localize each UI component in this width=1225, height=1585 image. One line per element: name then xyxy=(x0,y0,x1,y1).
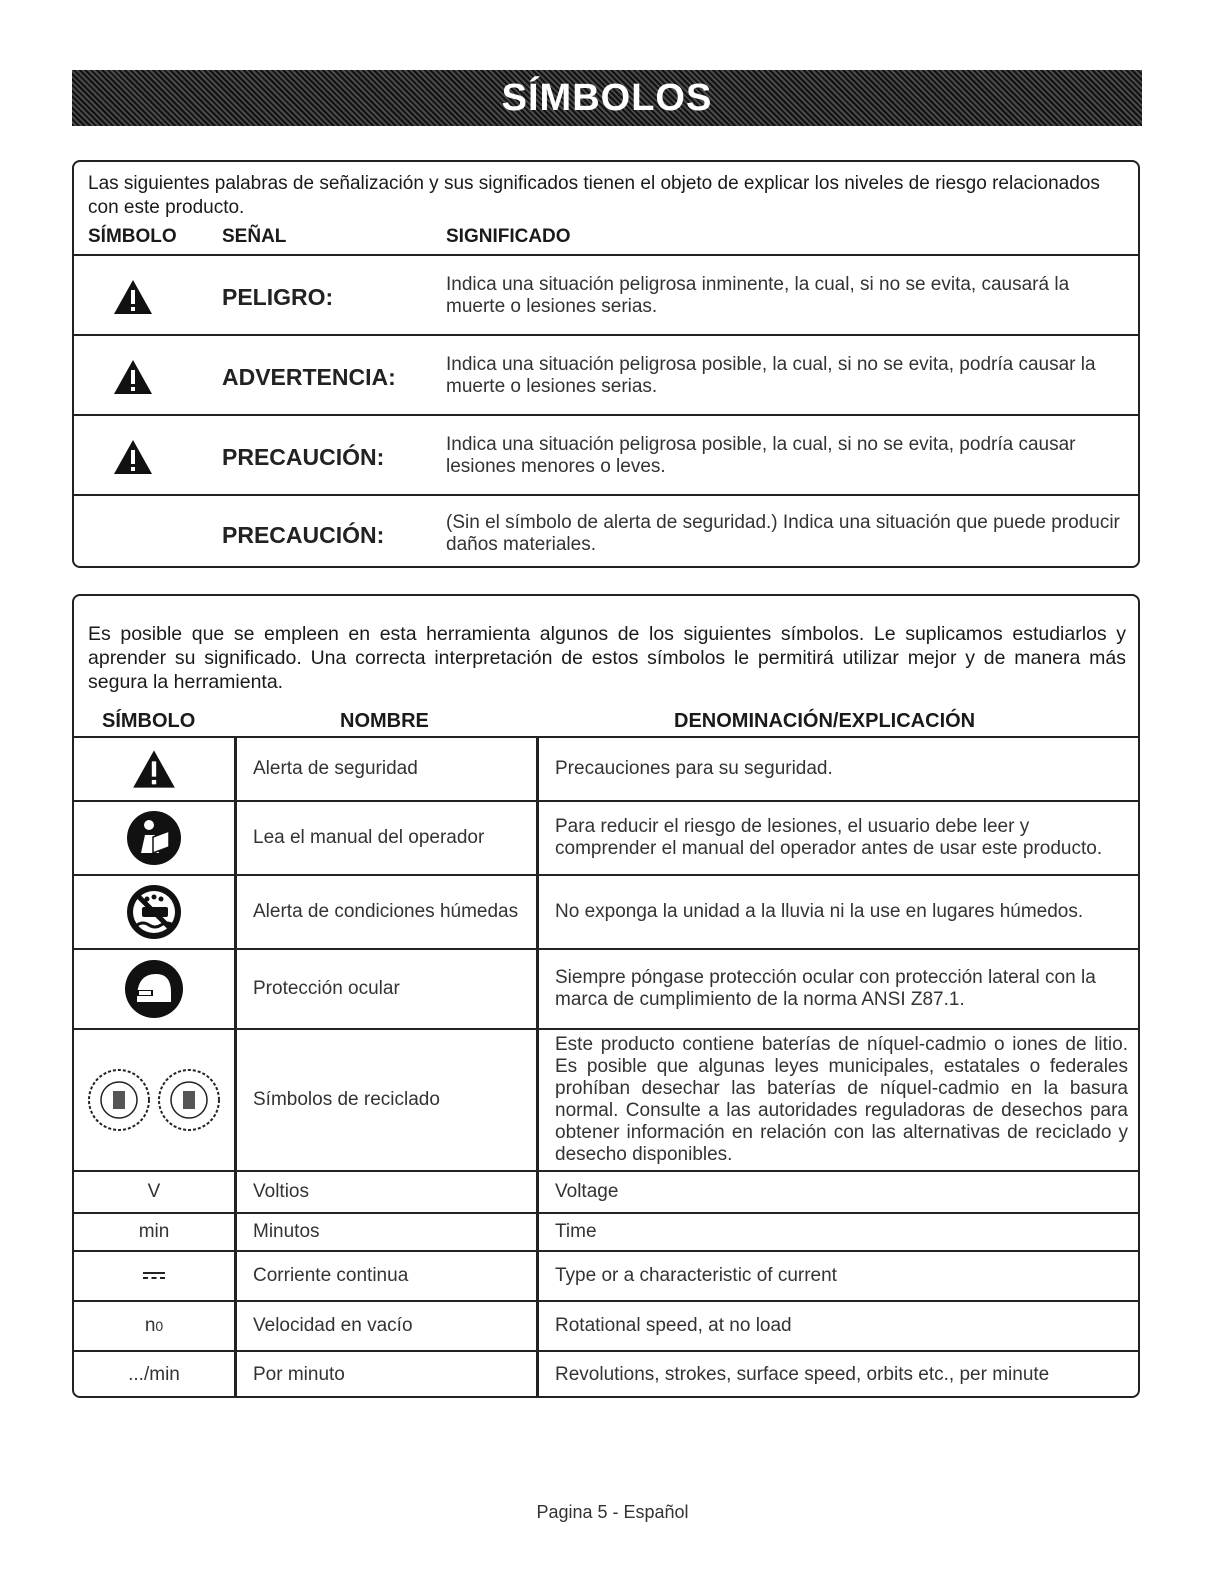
symbol-explanation: No exponga la unidad a la lluvia ni la use en lugares húmedos. xyxy=(536,876,1138,948)
table-row xyxy=(74,948,1138,1028)
signal-meaning: (Sin el símbolo de alerta de seguridad.) Indica una situación que puede producir daños materiales. xyxy=(446,512,1120,555)
eye-protection-icon xyxy=(123,958,185,1020)
page-footer: Pagina 5 - Español xyxy=(536,1502,689,1522)
table-row xyxy=(74,1212,1138,1250)
signal-meaning: Indica una situación peligrosa inminente, la cual, si no se evita, causará la muerte o lesiones serias. xyxy=(446,274,1070,317)
symbol-explanation: Para reducir el riesgo de lesiones, el usuario debe leer y comprender el manual del operador antes de usar este producto. xyxy=(536,802,1138,874)
symbol-explanation: Este producto contiene baterías de níquel-cadmio o iones de litio. Es posible que algunas leyes municipales, estatales o federales prohíban desechar las baterías de níquel-cadmio en la basura normal. Consulte a las autoridades reguladoras de desechos para obtener información en relación con las alternativas de reciclado y desecho disponibles. xyxy=(536,1030,1138,1170)
signal-row-warning xyxy=(74,334,1138,414)
warning-triangle-icon xyxy=(112,438,154,476)
symbol-text: V xyxy=(147,1181,161,1202)
safety-alert-icon xyxy=(131,748,177,790)
header-meaning: SIGNIFICADO xyxy=(446,226,571,247)
symbol-explanation: Voltage xyxy=(536,1172,1138,1212)
table-row xyxy=(74,800,1138,874)
symbol-explanation: Time xyxy=(536,1214,1138,1250)
signal-row-caution-no-symbol xyxy=(74,494,1138,568)
symbols-intro: Es posible que se empleen en esta herramienta algunos de los siguientes símbolos. Le suplicamos estudiarlos y aprender su significado. Una correcta interpretación de estos símbolos le permitirá utilizar mejor y de manera más segura la herramienta. xyxy=(88,623,1126,693)
table-row xyxy=(74,1170,1138,1212)
symbol-name: Alerta de seguridad xyxy=(234,738,536,800)
signal-word: PRECAUCIÓN: xyxy=(222,522,385,548)
symbol-text: min xyxy=(138,1221,170,1242)
symbol-name: Minutos xyxy=(234,1214,536,1250)
table-row xyxy=(74,874,1138,948)
signal-word: PELIGRO: xyxy=(222,284,334,310)
symbol-name: Por minuto xyxy=(234,1352,536,1398)
symbol-name: Símbolos de reciclado xyxy=(234,1030,536,1170)
warning-triangle-icon xyxy=(112,358,154,396)
table-row xyxy=(74,1028,1138,1170)
header-symbol: SÍMBOLO xyxy=(102,710,196,732)
symbol-name: Velocidad en vacío xyxy=(234,1302,536,1350)
warning-triangle-icon xyxy=(112,278,154,316)
symbol-text: .../min xyxy=(128,1364,180,1385)
page-title-banner xyxy=(72,70,1142,126)
symbol-name: Voltios xyxy=(234,1172,536,1212)
signal-intro: Las siguientes palabras de señalización y sus significados tienen el objeto de explicar los niveles de riesgo relacionados con este producto. xyxy=(88,173,1100,218)
table-row xyxy=(74,1250,1138,1300)
table-row xyxy=(74,1300,1138,1350)
header-signal: SEÑAL xyxy=(222,226,287,247)
page-title: SÍMBOLOS xyxy=(501,76,713,119)
symbol-explanation: Rotational speed, at no load xyxy=(536,1302,1138,1350)
symbol-name: Lea el manual del operador xyxy=(234,802,536,874)
symbol-text-subscript: 0 xyxy=(155,1318,164,1334)
symbol-explanation: Revolutions, strokes, surface speed, orbits etc., per minute xyxy=(536,1352,1138,1398)
header-symbol: SÍMBOLO xyxy=(88,226,177,247)
symbols-box xyxy=(72,594,1140,1398)
signal-word: ADVERTENCIA: xyxy=(222,364,396,390)
symbol-explanation: Siempre póngase protección ocular con protección lateral con la marca de cumplimiento de la norma ANSI Z87.1. xyxy=(536,950,1138,1028)
signal-row-caution xyxy=(74,414,1138,494)
signal-row-danger xyxy=(74,254,1138,334)
read-manual-icon xyxy=(125,809,183,867)
signal-word: PRECAUCIÓN: xyxy=(222,444,385,470)
direct-current-icon xyxy=(143,1271,165,1281)
wet-conditions-icon xyxy=(125,883,183,941)
symbol-explanation: Type or a characteristic of current xyxy=(536,1252,1138,1300)
table-row xyxy=(74,736,1138,800)
signal-meaning: Indica una situación peligrosa posible, la cual, si no se evita, podría causar lesiones menores o leves. xyxy=(446,434,1076,477)
header-name: NOMBRE xyxy=(340,710,429,732)
symbol-name: Corriente continua xyxy=(234,1252,536,1300)
symbol-text xyxy=(74,1302,234,1350)
symbol-name: Protección ocular xyxy=(234,950,536,1028)
header-explanation: DENOMINACIÓN/EXPLICACIÓN xyxy=(674,710,976,732)
signal-words-box xyxy=(72,160,1140,568)
recycle-seals-icon xyxy=(84,1065,224,1135)
symbol-text-base: n xyxy=(144,1315,156,1336)
symbol-explanation: Precauciones para su seguridad. xyxy=(536,738,1138,800)
signal-meaning: Indica una situación peligrosa posible, la cual, si no se evita, podría causar la muerte o lesiones serias. xyxy=(446,354,1096,397)
symbol-name: Alerta de condiciones húmedas xyxy=(234,876,536,948)
table-row xyxy=(74,1350,1138,1398)
